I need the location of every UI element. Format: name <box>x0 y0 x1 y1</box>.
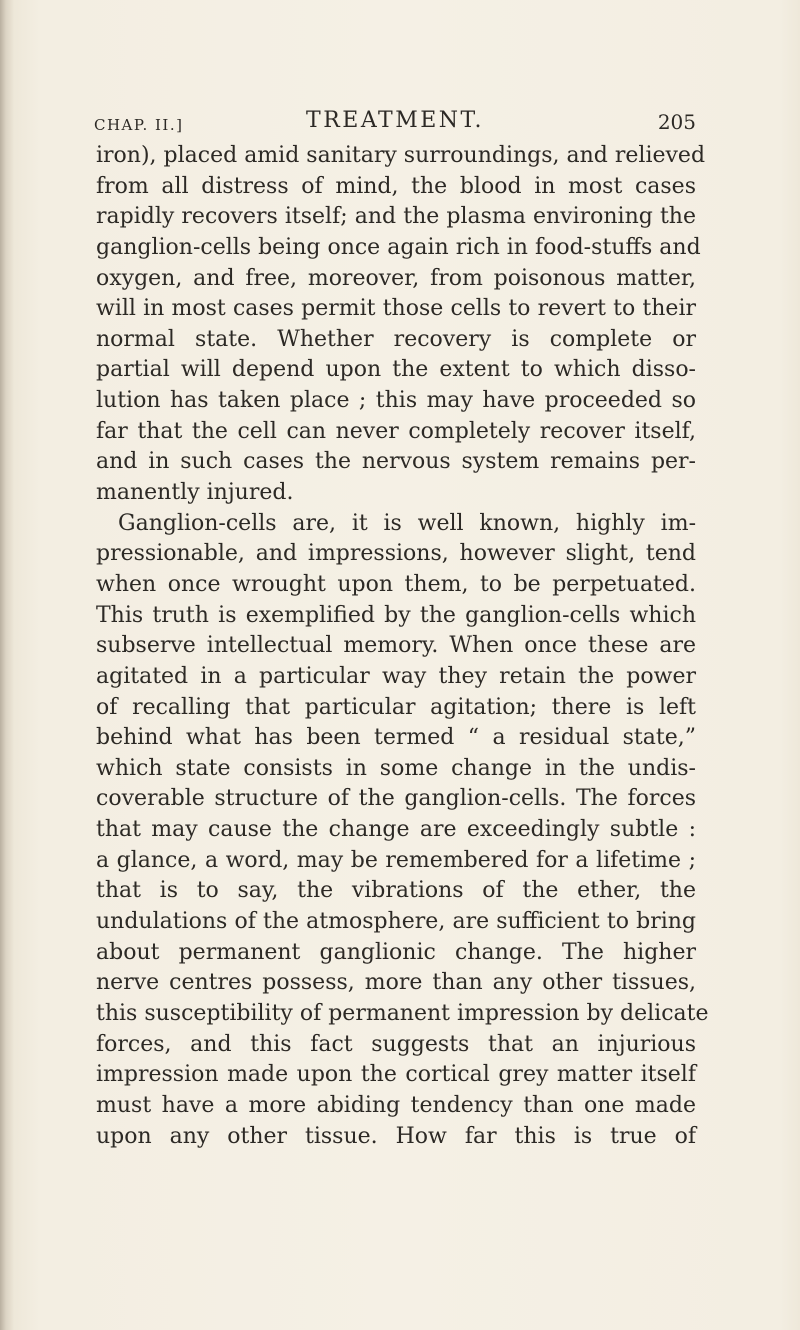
text-line: pressionable, and impressions, however slight, tend <box>96 541 696 567</box>
text-line: forces, and this fact suggests that an injurious <box>96 1031 696 1057</box>
text-line: and in such cases the nervous system remains per- <box>96 449 696 475</box>
running-title: TREATMENT. <box>306 108 484 133</box>
running-header <box>94 108 696 138</box>
text-line: partial will depend upon the extent to which disso- <box>96 357 696 383</box>
chapter-label: CHAP. II.] <box>94 116 184 134</box>
text-line: when once wrought upon them, to be perpetuated. <box>96 571 696 597</box>
text-line: of recalling that particular agitation; there is left <box>96 694 696 720</box>
text-line: impression made upon the cortical grey matter itself <box>96 1062 696 1088</box>
text-line: must have a more abiding tendency than one made <box>96 1092 696 1118</box>
text-line: that may cause the change are exceedingly subtle : <box>96 817 696 843</box>
text-line: will in most cases permit those cells to revert to their <box>96 296 696 322</box>
text-line: behind what has been termed “ a residual state,” <box>96 725 696 751</box>
text-line: oxygen, and free, moreover, from poisonous matter, <box>96 265 696 291</box>
text-line: a glance, a word, may be remembered for a lifetime ; <box>96 847 696 873</box>
text-line: coverable structure of the ganglion-cells. The forces <box>96 786 696 812</box>
text-line: rapidly recovers itself; and the plasma environing the <box>96 204 696 230</box>
text-line: undulations of the atmosphere, are sufficient to bring <box>96 909 696 935</box>
text-line: This truth is exemplified by the ganglion-cells which <box>96 602 696 628</box>
text-line: iron), placed amid sanitary surroundings, and relieved <box>96 143 706 168</box>
text-line: nerve centres possess, more than any other tissues, <box>96 970 696 996</box>
text-line: subserve intellectual memory. When once these are <box>96 633 696 659</box>
text-line: manently injured. <box>96 480 294 506</box>
text-line: this susceptibility of permanent impression by delicate <box>96 1000 709 1026</box>
text-line: lution has taken place ; this may have proceeded so <box>96 388 696 414</box>
text-line: normal state. Whether recovery is complete or <box>96 326 696 352</box>
body-text <box>96 141 709 1152</box>
page-number: 205 <box>657 110 696 134</box>
gutter-shadow <box>0 0 14 1330</box>
text-line: upon any other tissue. How far this is true of <box>96 1123 696 1149</box>
text-line: ganglion-cells being once again rich in food-stuffs and <box>96 234 701 260</box>
text-line: agitated in a particular way they retain the power <box>96 663 696 689</box>
text-line: far that the cell can never completely recover itself, <box>96 418 696 444</box>
text-line: which state consists in some change in the undis- <box>96 755 696 781</box>
text-line: Ganglion-cells are, it is well known, highly im- <box>118 510 696 536</box>
text-line: that is to say, the vibrations of the ether, the <box>96 878 696 904</box>
text-line: from all distress of mind, the blood in most cases <box>96 173 696 199</box>
text-line: about permanent ganglionic change. The higher <box>96 939 696 965</box>
